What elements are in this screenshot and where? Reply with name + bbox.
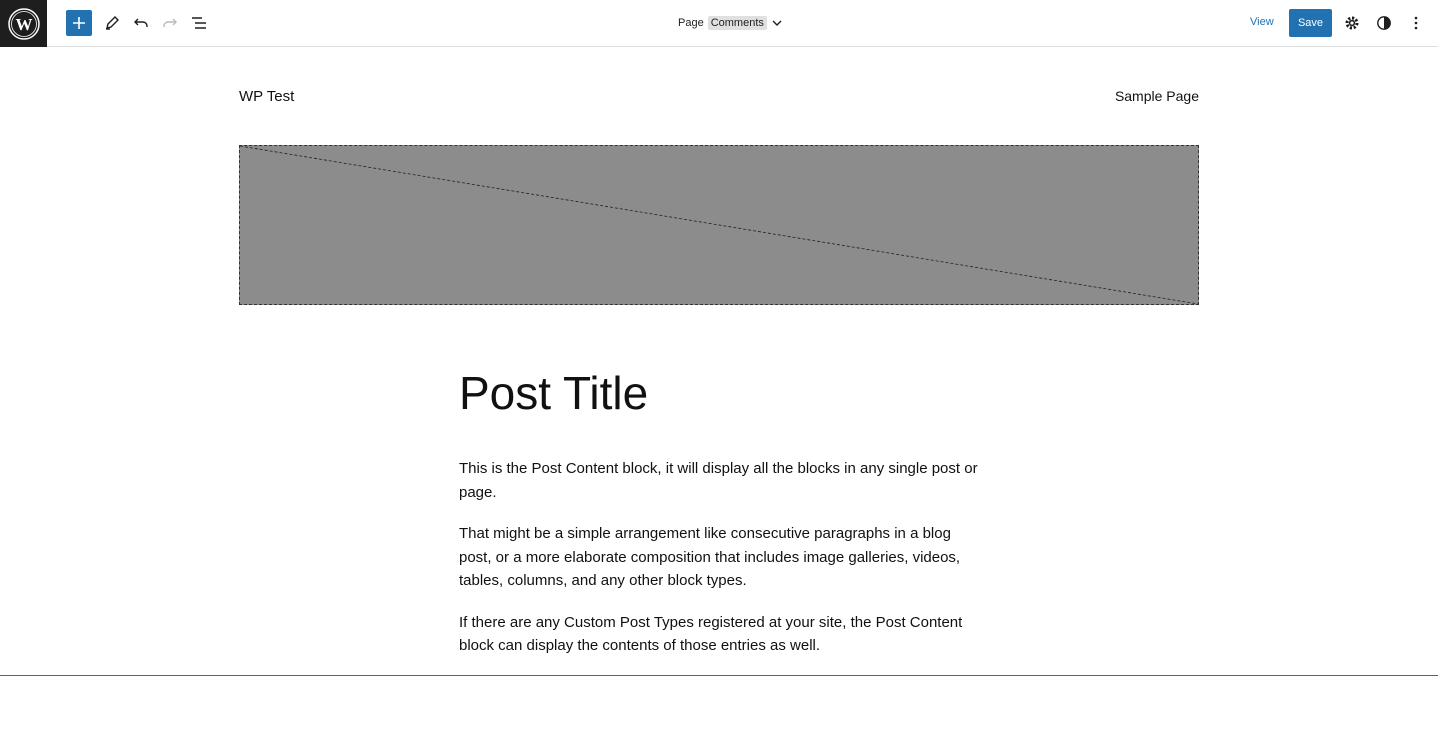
options-button[interactable] xyxy=(1402,9,1430,37)
content-paragraph: This is the Post Content block, it will display all the blocks in any single post or page. xyxy=(459,460,978,501)
content-paragraph: That might be a simple arrangement like consecutive paragraphs in a blog post, or a more elaborate composition that includes image galleries, videos, tables, columns, and any other block types. xyxy=(459,525,961,589)
site-title[interactable]: WP Test xyxy=(239,88,295,105)
wordpress-logo-icon[interactable] xyxy=(0,0,47,47)
vertical-dots-icon xyxy=(1408,15,1424,31)
gear-icon xyxy=(1344,15,1360,31)
post-content[interactable] xyxy=(459,457,979,676)
placeholder-diagonal xyxy=(240,146,1198,304)
view-link[interactable]: View xyxy=(1250,16,1274,28)
list-view-icon xyxy=(191,15,207,31)
plus-icon xyxy=(72,16,86,30)
list-view-button[interactable] xyxy=(185,9,213,37)
svg-text:W: W xyxy=(15,14,32,34)
content-paragraph: If there are any Custom Post Types registered at your site, the Post Content block can display the contents of those entries as well. xyxy=(459,613,963,654)
undo-icon xyxy=(133,15,149,31)
add-block-button[interactable] xyxy=(66,10,92,36)
styles-button[interactable] xyxy=(1370,9,1398,37)
block-boundary-line xyxy=(0,675,1438,676)
chevron-down-icon[interactable] xyxy=(771,17,783,29)
redo-button[interactable] xyxy=(156,9,184,37)
half-circle-icon xyxy=(1376,15,1392,31)
post-title[interactable]: Post Title xyxy=(459,367,649,419)
redo-icon xyxy=(162,15,178,31)
pencil-icon xyxy=(104,15,120,31)
save-button[interactable]: Save xyxy=(1289,9,1332,37)
document-type-label: Page xyxy=(678,17,704,29)
editor-canvas xyxy=(0,48,1438,676)
nav-item-sample-page[interactable]: Sample Page xyxy=(1114,88,1199,104)
edit-tool-button[interactable] xyxy=(98,9,126,37)
document-name-badge: Comments xyxy=(708,16,767,30)
featured-image-placeholder[interactable] xyxy=(239,145,1199,305)
settings-button[interactable] xyxy=(1338,9,1366,37)
undo-button[interactable] xyxy=(127,9,155,37)
editor-toolbar xyxy=(0,0,1438,47)
document-title[interactable] xyxy=(678,13,783,33)
